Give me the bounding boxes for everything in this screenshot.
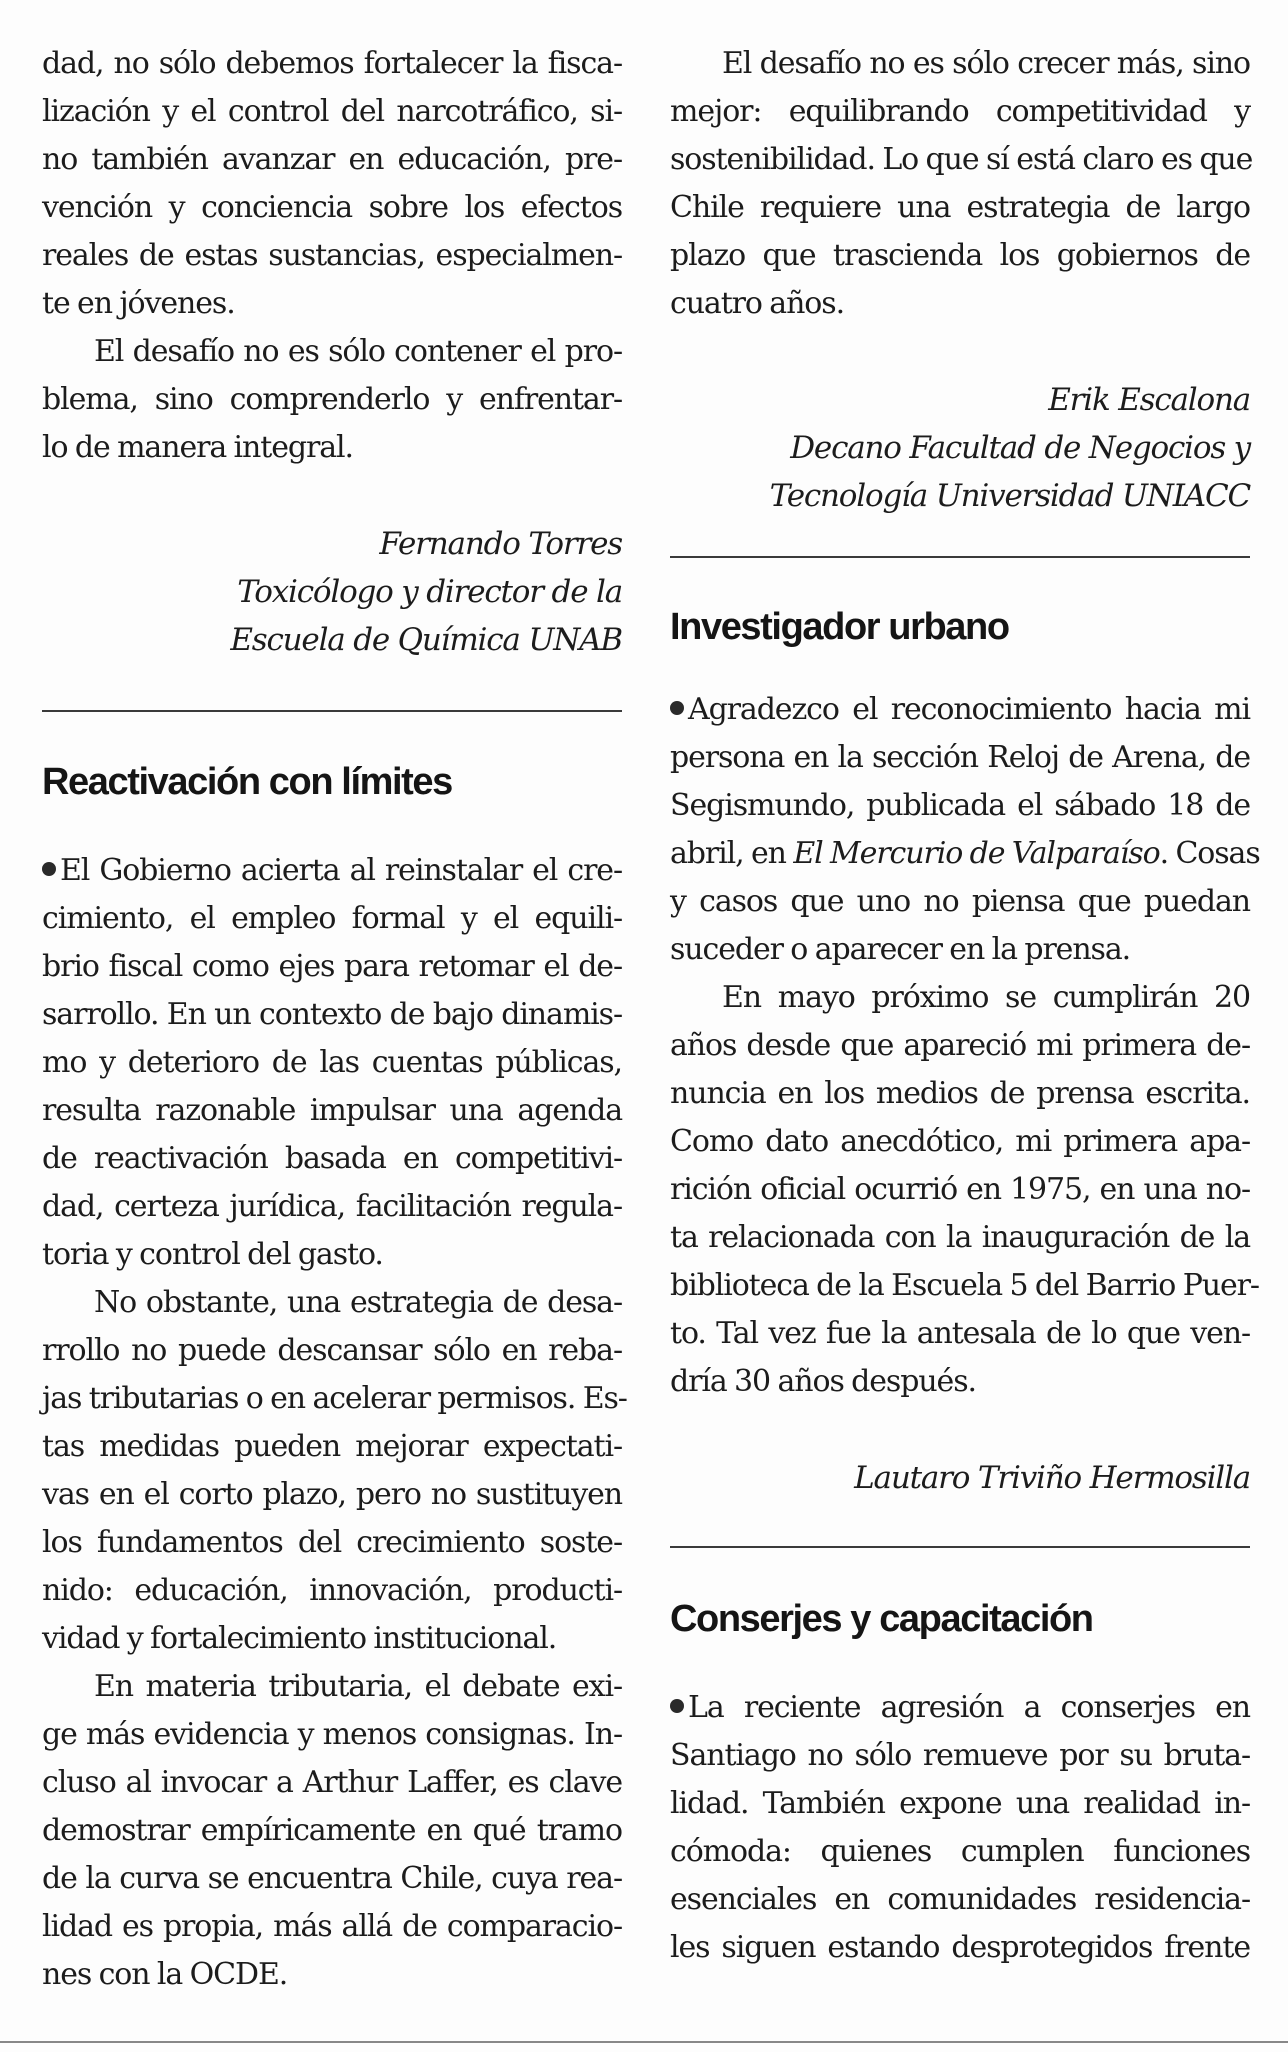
letter-headline: Investigador urbano	[670, 606, 1009, 648]
text-line: rrollo no puede descansar sólo en reba-	[42, 1333, 622, 1368]
text-line: reales de estas sustancias, especialmen-	[42, 238, 622, 273]
text-line: les siguen estando desprotegidos frente	[670, 1930, 1250, 1965]
text-line: cimiento, el empleo formal y el equili-	[42, 901, 622, 936]
text-line	[670, 830, 1260, 878]
text-line: cómoda: quienes cumplen funciones	[670, 1834, 1250, 1869]
text-line: cuatro años.	[670, 286, 845, 321]
letter-body	[670, 1684, 1250, 1972]
text-line: No obstante, una estrategia de desa-	[94, 1285, 622, 1320]
text-line: El desafío no es sólo crecer más, sino	[722, 46, 1250, 81]
text-fragment: abril, en	[670, 836, 794, 871]
text-line: ge más evidencia y menos consignas. In-	[42, 1717, 622, 1752]
text-line: El desafío no es sólo contener el pro-	[94, 334, 622, 369]
text-line: lidad. También expone una realidad in-	[670, 1786, 1250, 1821]
text-line: toria y control del gasto.	[42, 1237, 383, 1272]
text-line: lización y el control del narcotráfico, si-	[42, 94, 622, 129]
text-line: vención y conciencia sobre los efectos	[42, 190, 622, 225]
text-line: de la curva se encuentra Chile, cuya rea-	[42, 1861, 622, 1896]
text-line: resulta razonable impulsar una agenda	[42, 1093, 622, 1128]
continued-letter-text	[670, 40, 1253, 328]
text-line: vidad y fortalecimiento institucional.	[42, 1621, 557, 1656]
text-line: cluso al invocar a Arthur Laffer, es clave	[42, 1765, 622, 1800]
text-line: lidad es propia, más allá de comparacio-	[42, 1909, 622, 1944]
page-bottom-rule	[0, 2041, 1288, 2043]
text-line: nes con la OCDE.	[42, 1957, 288, 1992]
signature-block	[42, 520, 622, 664]
author-title: Decano Facultad de Negocios y	[790, 430, 1250, 466]
text-line: persona en la sección Reloj de Arena, de	[670, 740, 1250, 775]
text-line: años desde que apareció mi primera de-	[670, 1028, 1250, 1063]
text-line: En mayo próximo se cumplirán 20	[722, 980, 1250, 1015]
letter-headline: Reactivación con límites	[42, 761, 452, 803]
text-line: lo de manera integral.	[42, 430, 353, 465]
text-line: suceder o aparecer en la prensa.	[670, 932, 1131, 967]
text-line: no también avanzar en educación, pre-	[42, 142, 622, 177]
text-line: Santiago no sólo remueve por su bruta-	[670, 1738, 1250, 1773]
text-line: dad, no sólo debemos fortalecer la fisca-	[42, 46, 622, 81]
author-name: Fernando Torres	[379, 526, 622, 562]
text-line: nido: educación, innovación, producti-	[42, 1573, 622, 1608]
text-line: El Gobierno acierta al reinstalar el cre-	[42, 847, 622, 895]
text-line: En materia tributaria, el debate exi-	[94, 1669, 622, 1704]
text-line: Chile requiere una estrategia de largo	[670, 190, 1250, 225]
text-line: nuncia en los medios de prensa escrita.	[670, 1076, 1250, 1111]
letter-headline: Conserjes y capacitación	[670, 1598, 1093, 1640]
right-column	[670, 40, 1260, 1972]
text-line: los fundamentos del crecimiento soste-	[42, 1525, 622, 1560]
author-title: Toxicólogo y director de la	[237, 574, 622, 610]
publication-name: El Mercurio de Valparaíso	[793, 836, 1160, 871]
text-line: sostenibilidad. Lo que sí está claro es que	[670, 142, 1253, 177]
text-fragment: . Cosas	[1159, 836, 1260, 871]
text-line: La reciente agresión a conserjes en	[670, 1684, 1250, 1732]
text-line: vas en el corto plazo, pero no sustituyen	[42, 1477, 622, 1512]
letter-body	[42, 847, 627, 1999]
left-column	[42, 40, 627, 1999]
letter-body	[670, 686, 1260, 1406]
text-line: te en jóvenes.	[42, 286, 235, 321]
text-line: rición oficial ocurrió en 1975, en una no-	[670, 1172, 1250, 1207]
text-line: de reactivación basada en competitivi-	[42, 1141, 622, 1176]
text-line: Agradezco el reconocimiento hacia mi	[670, 686, 1250, 734]
text-line: to. Tal vez fue la antesala de lo que ven-	[670, 1316, 1250, 1351]
text-line: jas tributarias o en acelerar permisos. Es-	[42, 1381, 627, 1416]
text-line: dad, certeza jurídica, facilitación regula-	[42, 1189, 622, 1224]
continued-letter-text	[42, 40, 622, 472]
text-line: mejor: equilibrando competitividad y	[670, 94, 1250, 129]
signature-block	[670, 376, 1250, 520]
author-name: Lautaro Triviño Hermosilla	[854, 1460, 1250, 1496]
author-title: Tecnología Universidad UNIACC	[769, 478, 1250, 514]
text-line: dría 30 años después.	[670, 1364, 976, 1399]
text-line: y casos que uno no piensa que puedan	[670, 884, 1250, 919]
text-line: biblioteca de la Escuela 5 del Barrio Puer-	[670, 1268, 1259, 1303]
text-line: Segismundo, publicada el sábado 18 de	[670, 788, 1250, 823]
text-line: esenciales en comunidades residencia-	[670, 1882, 1250, 1917]
author-title: Escuela de Química UNAB	[230, 622, 622, 658]
author-name: Erik Escalona	[1048, 382, 1250, 418]
text-line: sarrollo. En un contexto de bajo dinamis-	[42, 997, 622, 1032]
text-line: ta relacionada con la inauguración de la	[670, 1220, 1250, 1255]
text-line: tas medidas pueden mejorar expectati-	[42, 1429, 622, 1464]
text-line: blema, sino comprenderlo y enfrentar-	[42, 382, 622, 417]
text-line: plazo que trascienda los gobiernos de	[670, 238, 1250, 273]
text-line: Como dato anecdótico, mi primera apa-	[670, 1124, 1250, 1159]
text-line: mo y deterioro de las cuentas públicas,	[42, 1045, 622, 1080]
text-line: demostrar empíricamente en qué tramo	[42, 1813, 622, 1848]
text-line: brio fiscal como ejes para retomar el de-	[42, 949, 622, 984]
